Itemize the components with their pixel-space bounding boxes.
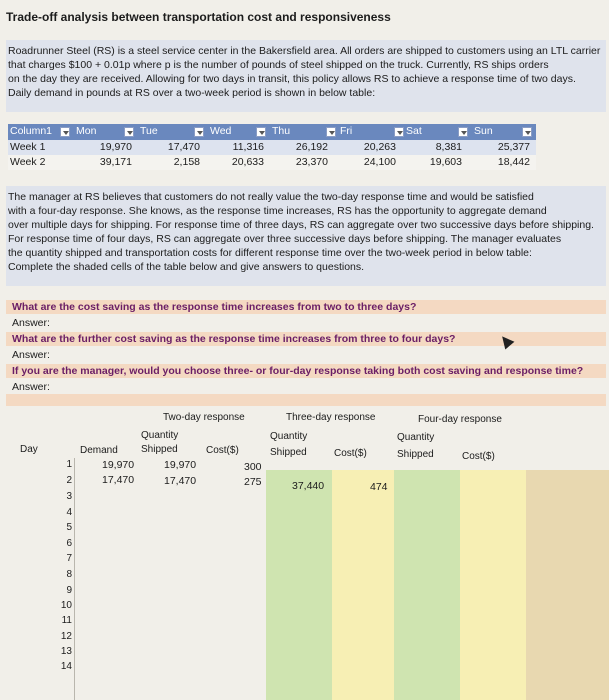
table-row [8,155,536,170]
day-number: 4 [66,507,72,518]
day-number: 12 [60,631,72,642]
col-header: Shipped [141,444,178,455]
filter-dropdown-icon[interactable] [326,127,336,137]
col-header: Cost($) [334,448,367,459]
filter-dropdown-icon[interactable] [522,127,532,137]
body-line: over multiple days for shipping. For response time of three days, RS can aggregate over two successive days before shipping. [8,219,594,231]
shaded-column-three-day-qty [266,470,332,700]
qty-shipped-value: 17,470 [164,475,197,487]
intro-line: Roadrunner Steel (RS) is a steel service center in the Bakersfield area. All orders are shipped to customers using an LTL carrier [8,45,601,57]
qty-shipped-value: 37,440 [292,480,325,492]
filter-dropdown-icon[interactable] [124,127,134,137]
demand-header-row [8,124,536,140]
group-header-two-day: Two-day response [163,412,245,423]
row-label: Week 1 [10,141,46,153]
cell-value: 19,970 [99,141,132,153]
cell-value: 20,633 [231,156,264,168]
day-number: 8 [66,569,72,580]
col-header: Shipped [270,447,307,458]
qty-shipped-value: 19,970 [164,459,197,471]
col-header-day: Day [20,444,38,455]
body-line: the quantity shipped and transportation costs for different response time over the two-week period in below table: [8,247,532,259]
cost-value: 474 [370,481,388,493]
header-sun: Sun [474,125,493,137]
header-sat: Sat [406,125,422,137]
header-tue: Tue [140,125,158,137]
cost-value: 275 [244,476,262,488]
cell-value: 23,370 [295,156,328,168]
cell-value: 11,316 [232,141,264,153]
header-mon: Mon [76,125,97,137]
header-thu: Thu [272,125,291,137]
body-line: For response time of four days, RS can aggregate over three successive days before shipping. The manager evaluates [8,233,562,245]
header-column1: Column1 [10,125,53,137]
body-paragraph [8,190,594,274]
day-number: 3 [66,491,72,502]
day-number: 6 [66,538,72,549]
shaded-column-three-day-cost [332,470,394,700]
cell-value: 20,263 [363,141,396,153]
cell-value: 25,377 [497,141,530,153]
cost-value: 300 [244,461,262,473]
col-header: Quantity [141,430,179,441]
group-header-three-day: Three-day response [286,412,376,423]
cell-value: 17,470 [167,141,200,153]
page-title: Trade-off analysis between transportation cost and responsiveness [6,10,391,24]
day-number: 11 [61,615,72,626]
cell-value: 2,158 [173,156,200,168]
shaded-column-four-day-qty [394,470,460,700]
filter-dropdown-icon[interactable] [394,127,404,137]
answer-band [6,394,606,406]
col-header: Quantity [270,431,308,442]
day-number: 9 [66,585,72,596]
header-wed: Wed [210,125,232,137]
demand-table [8,124,536,170]
answer-3-label: Answer: [12,381,50,393]
intro-line: on the day they are received. Allowing for two days in transit, this policy allows RS to achieve a response time of two days. [8,73,576,85]
col-header: Shipped [397,449,434,460]
shaded-column-edge [526,470,609,700]
question-2: What are the further cost saving as the response time increases from three to four days? [12,333,456,345]
question-3: If you are the manager, would you choose three- or four-day response taking both cost saving and response time? [12,365,584,377]
demand-value: 19,970 [102,459,135,471]
day-number: 10 [60,600,72,611]
row-label: Week 2 [10,156,46,168]
day-number: 13 [60,646,72,657]
cell-value: 24,100 [363,156,396,168]
demand-value: 17,470 [102,474,135,486]
filter-dropdown-icon[interactable] [458,127,468,137]
col-header: Quantity [397,432,435,443]
question-1: What are the cost saving as the response time increases from two to three days? [12,301,417,313]
divider [74,458,75,700]
intro-line: that charges $100 + 0.01p where p is the number of pounds of steel shipped on the truck. Currently, RS ships orders [8,59,549,71]
col-header: Cost($) [206,445,239,456]
day-number: 5 [66,522,72,533]
shaded-column-four-day-cost [460,470,526,700]
col-header-demand: Demand [80,445,118,456]
intro-line: Daily demand in pounds at RS over a two-week period is shown in below table: [8,87,376,99]
intro-paragraph [8,44,600,100]
filter-dropdown-icon[interactable] [60,127,70,137]
day-number: 7 [66,553,72,564]
header-fri: Fri [340,125,353,137]
group-header-four-day: Four-day response [418,414,502,425]
day-number: 2 [66,475,72,486]
cell-value: 39,171 [99,156,132,168]
day-number: 1 [66,459,72,470]
cell-value: 19,603 [429,156,462,168]
filter-dropdown-icon[interactable] [194,127,204,137]
cell-value: 26,192 [295,141,328,153]
cell-value: 18,442 [497,156,530,168]
body-line: The manager at RS believes that customers do not really value the two-day response time and would be satisfied [8,191,534,203]
filter-dropdown-icon[interactable] [256,127,266,137]
cell-value: 8,381 [435,141,462,153]
body-line: with a four-day response. She knows, as the response time increases, RS has the opportunity to aggregate demand [8,205,547,217]
col-header: Cost($) [462,451,495,462]
body-line: Complete the shaded cells of the table below and give answers to questions. [8,261,365,273]
day-number: 14 [60,661,72,672]
answer-1-label: Answer: [12,317,50,329]
answer-2-label: Answer: [12,349,50,361]
table-row [8,140,536,155]
